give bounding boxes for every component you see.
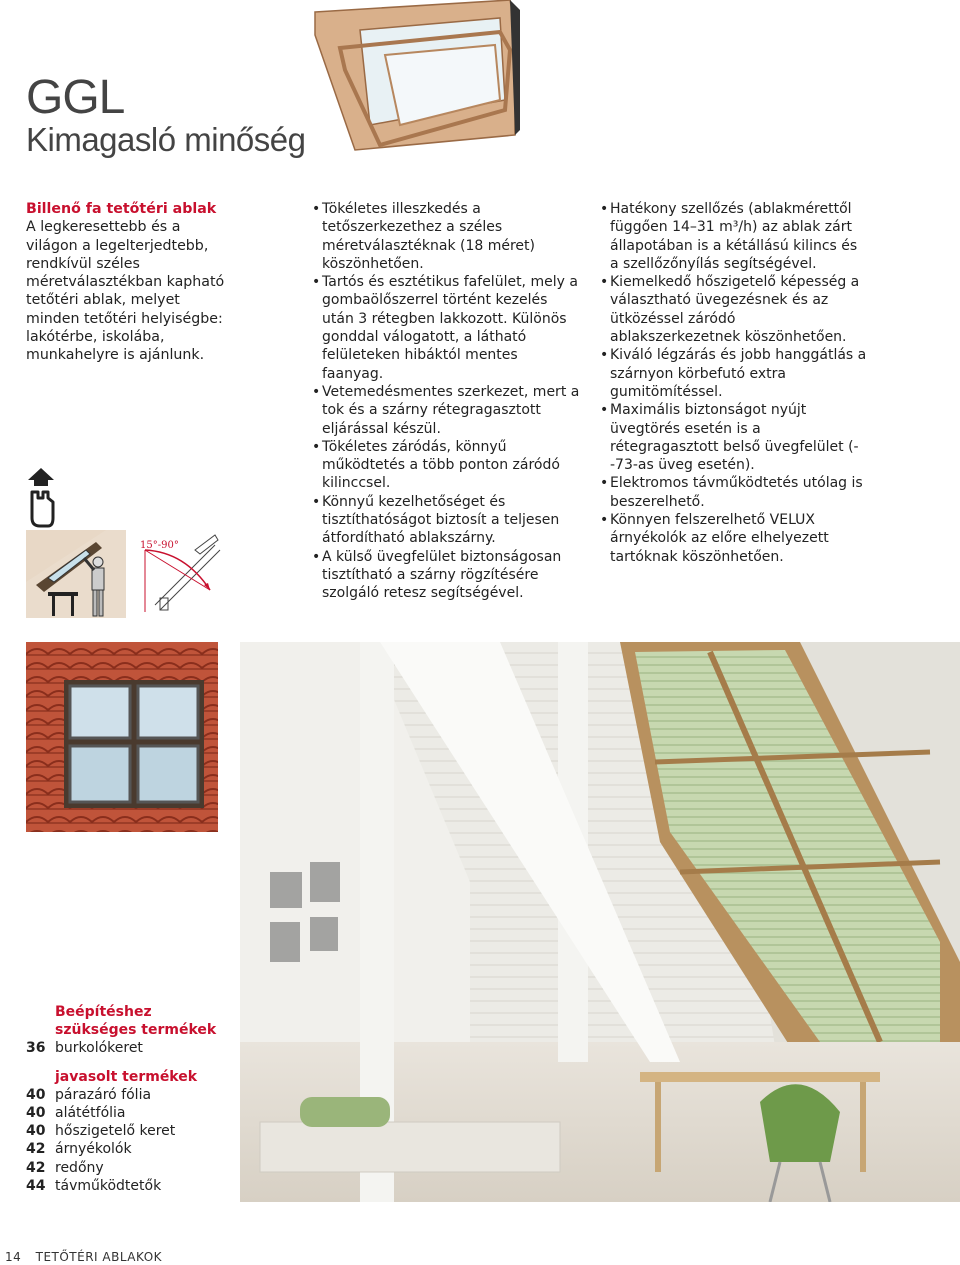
page-ref: 42 bbox=[26, 1141, 46, 1158]
feature-item: • Kiemelkedő hőszigetelő képesség a választható üvegezésnek és az ütközéssel záródó ablakszerkezetnek köszönhetően. bbox=[600, 273, 868, 346]
list-item bbox=[26, 1104, 216, 1122]
roof-windows-photo bbox=[26, 642, 218, 832]
required-heading-2: szükséges termékek bbox=[55, 1022, 217, 1039]
product-name: hőszigetelő keret bbox=[55, 1123, 176, 1140]
hand-operation-icon bbox=[26, 468, 56, 528]
feature-item: • Tartós és esztétikus fafelület, mely a gombaölőszerrel történt kezelés után 3 rétegben lakkozott. Különös gonddal válogatott, a látható felületeken hibáktól mentes faanyag. bbox=[312, 273, 580, 383]
page-ref: 40 bbox=[26, 1123, 46, 1140]
feature-item: • Kiváló légzárás és jobb hanggátlás a szárnyon körbefutó extra gumitömítéssel. bbox=[600, 346, 868, 401]
feature-item: • Elektromos távműködtetés utólag is beszerelhető. bbox=[600, 474, 868, 511]
window-illustration bbox=[305, 0, 520, 160]
intro-text: A legkeresettebb és a világon a legelterjedtebb, rendkívül széles méretválasztékban kapható tetőtéri ablak, melyet minden tetőtéri helyiségbe: lakótérbe, iskolába, munkahelyre is ajánlunk. bbox=[26, 219, 225, 364]
product-name: alátétfólia bbox=[55, 1105, 126, 1122]
feature-item: • Tökéletes illeszkedés a tetőszerkezethez a széles méretválasztéknak (18 méret) köszönhetően. bbox=[312, 200, 580, 273]
page-ref: 36 bbox=[26, 1040, 46, 1057]
page-number: 14 bbox=[5, 1250, 22, 1264]
feature-item: • Könnyű kezelhetőséget és tisztíthatóságot biztosít a teljesen átfordítható ablakszárny. bbox=[312, 493, 580, 548]
product-name: redőny bbox=[55, 1159, 104, 1176]
suggested-heading: javasolt termékek bbox=[55, 1068, 198, 1085]
list-item bbox=[26, 1177, 216, 1195]
feature-item: • A külső üvegfelület biztonságosan tisztítható a szárny rögzítésére szolgáló retesz segítségével. bbox=[312, 548, 580, 603]
page-ref: 42 bbox=[26, 1159, 46, 1176]
product-name: párazáró fólia bbox=[55, 1086, 152, 1103]
page-subtitle: Kimagasló minőség bbox=[26, 121, 306, 158]
section-name: TETŐTÉRI ABLAKOK bbox=[35, 1250, 163, 1264]
feature-item: • Tökéletes záródás, könnyű működtetés a több ponton záródó kilinccsel. bbox=[312, 438, 580, 493]
list-item bbox=[26, 1140, 216, 1158]
feature-item: • Maximális biztonságot nyújt üvegtörés esetén is a rétegragasztott belső üvegfelület (--73-as üveg esetén). bbox=[600, 401, 868, 474]
feature-item: • Vetemedésmentes szerkezet, mert a tok és a szárny rétegragasztott eljárással készül. bbox=[312, 383, 580, 438]
attic-person-diagram bbox=[26, 530, 126, 618]
attic-room-photo bbox=[240, 642, 960, 1202]
page-ref: 40 bbox=[26, 1105, 46, 1122]
products-list bbox=[26, 1003, 216, 1195]
features-column-2 bbox=[600, 200, 868, 566]
list-item bbox=[26, 1159, 216, 1177]
product-name: árnyékolók bbox=[55, 1141, 132, 1158]
feature-item: • Könnyen felszerelhető VELUX árnyékolók az előre elhelyezett tartóknak köszönhetően. bbox=[600, 511, 868, 566]
product-name: távműködtetők bbox=[55, 1177, 162, 1194]
list-item bbox=[26, 1122, 216, 1140]
list-item bbox=[26, 1039, 216, 1057]
intro-paragraph bbox=[26, 200, 226, 365]
features-column-1 bbox=[312, 200, 580, 603]
page-ref: 44 bbox=[26, 1177, 46, 1194]
page-ref: 40 bbox=[26, 1086, 46, 1103]
feature-item: • Hatékony szellőzés (ablakmérettől függően 14–31 m³/h) az ablak zárt állapotában is a kétállású kilincs és a szellőzőnyílás segítségével. bbox=[600, 200, 868, 273]
list-item bbox=[26, 1086, 216, 1104]
angle-label: 15°-90° bbox=[140, 540, 179, 551]
intro-lead: Billenő fa tetőtéri ablak bbox=[26, 201, 217, 217]
page-footer bbox=[5, 1250, 162, 1264]
page-title: GGL bbox=[26, 71, 125, 124]
required-heading-1: Beépítéshez bbox=[55, 1004, 152, 1020]
product-name: burkolókeret bbox=[55, 1040, 143, 1057]
